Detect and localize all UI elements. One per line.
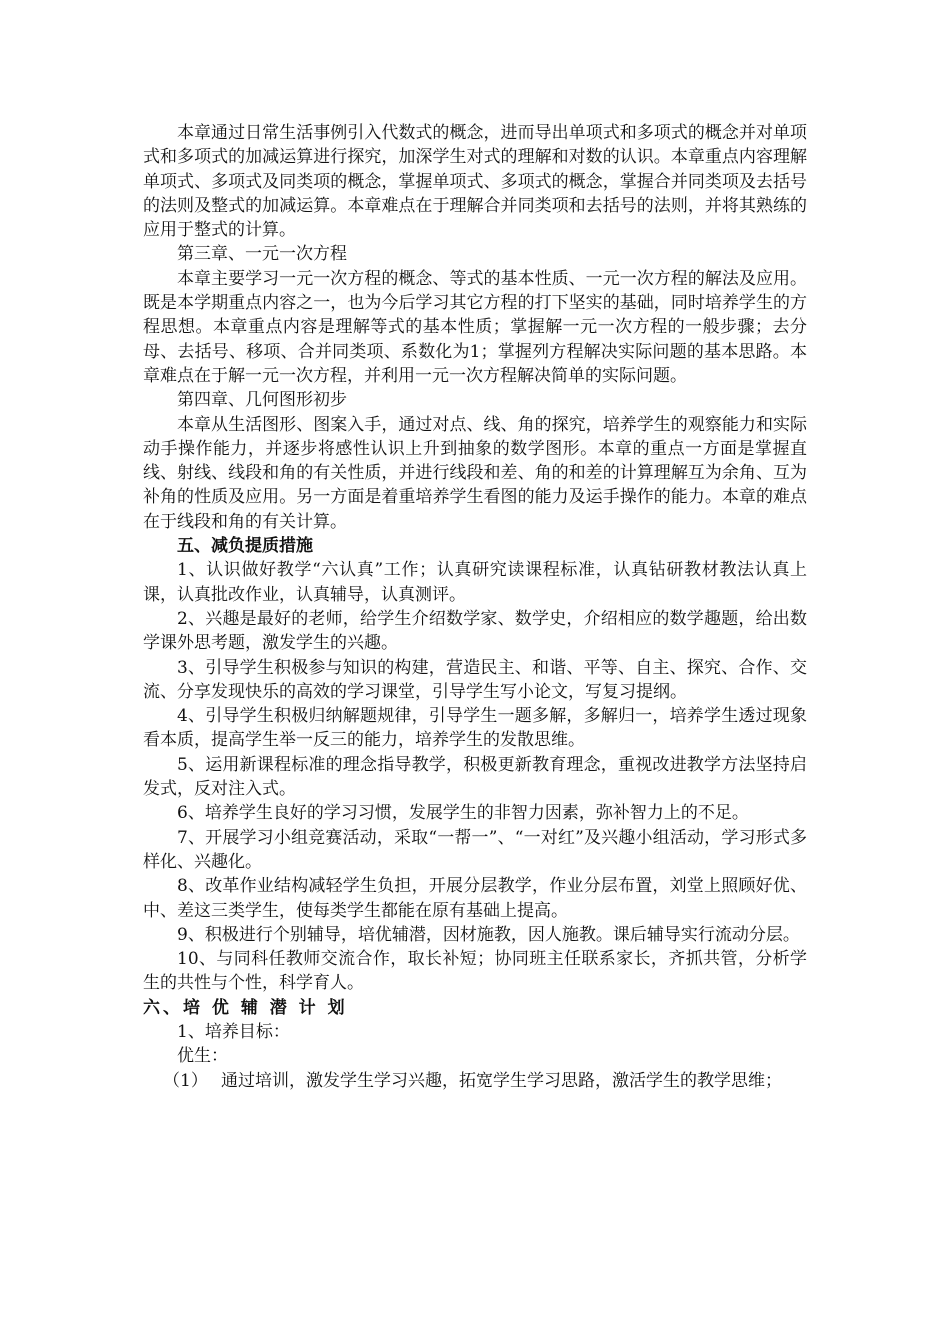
measure-item: 8、改革作业结构减轻学生负担，开展分层教学，作业分层布置，刘堂上照顾好优、中、差这三类学生，使每类学生都能在原有基础上提高。 <box>143 876 807 921</box>
goal-title: 1、培养目标： <box>177 1021 290 1042</box>
measure-item: 10、与同科任教师交流合作，取长补短；协同班主任联系家长，齐抓共管，分析学生的共性与个性，科学育人。 <box>143 949 807 994</box>
chapter2-paragraph: 本章通过日常生活事例引入代数式的概念，进而导出单项式和多项式的概念并对单项式和多项式的加减运算进行探究，加深学生对式的理解和对数的认识。本章重点内容理解单项式、多项式及同类项的概念，掌握单项式、多项式的概念，掌握合并同类项及去括号的法则及整式的加减运算。本章难点在于理解合并同类项和去括号的法则，并将其熟练的应用于整式的计算。 <box>143 123 807 241</box>
good-students-label: 优生： <box>177 1046 228 1067</box>
chapter4-paragraph: 本章从生活图形、图案入手，通过对点、线、角的探究，培养学生的观察能力和实际动手操作能力，并逐步将感性认识上升到抽象的数学图形。本章的重点一方面是掌握直线、射线、线段和角的有关性质，并进行线段和差、角的和差的计算理解互为余角、互为补角的性质及应用。另一方面是着重培养学生看图的能力及运手操作的能力。本章的难点在于线段和角的有关计算。 <box>143 414 807 532</box>
measure-item: 4、引导学生积极归纳解题规律，引导学生一题多解，多解归一，培养学生透过现象看本质，提高学生举一反三的能力，培养学生的发散思维。 <box>143 706 807 751</box>
section5-title: 五、减负提质措施 <box>177 536 313 557</box>
measure-item: 2、兴趣是最好的老师，给学生介绍数学家、数学史，介绍相应的数学趣题，给出数学课外思考题，激发学生的兴趣。 <box>143 608 807 654</box>
chapter3-title: 第三章、一元一次方程 <box>177 244 347 265</box>
measure-item: 9、积极进行个别辅导，培优辅潜，因材施教，因人施教。课后辅导实行流动分层。 <box>177 924 800 945</box>
chapter3-paragraph: 本章主要学习一元一次方程的概念、等式的基本性质、一元一次方程的解法及应用。既是本学期重点内容之一，也为今后学习其它方程的打下坚实的基础，同时培养学生的方程思想。本章重点内容是理解等式的基本性质；掌握解一元一次方程的一般步骤；去分母、去括号、移项、合并同类项、系数化为1；掌握列方程解决实际问题的基本思路。本章难点在于解一元一次方程，并利用一元一次方程解决简单的实际问题。 <box>143 268 807 386</box>
measure-item: 7、开展学习小组竞赛活动，采取“一帮一”、“一对红”及兴趣小组活动，学习形式多样化、兴趣化。 <box>143 827 807 872</box>
measure-item: 6、培养学生良好的学习习惯，发展学生的非智力因素，弥补智力上的不足。 <box>177 803 749 824</box>
measure-item: 1、认识做好教学“六认真”工作；认真研究读课程标准，认真钻研教材教法认真上课，认真批改作业，认真辅导，认真测评。 <box>143 560 807 605</box>
measure-item: 3、引导学生积极参与知识的构建，营造民主、和谐、平等、自主、探究、合作、交流、分享发现快乐的高效的学习课堂，引导学生写小论文，写复习提纲。 <box>143 657 807 702</box>
numbered-item <box>143 1069 807 1093</box>
item-number: （1） <box>163 1070 208 1091</box>
document-page <box>143 121 807 1093</box>
chapter4-title: 第四章、几何图形初步 <box>177 390 347 411</box>
item-text: 通过培训，激发学生学习兴趣，拓宽学生学习思路，激活学生的教学思维； <box>221 1070 782 1091</box>
measure-item: 5、运用新课程标准的理念指导教学，积极更新教育理念，重视改进教学方法坚持启发式，反对注入式。 <box>143 754 807 800</box>
section6-title: 六、培 优 辅 潜 计 划 <box>143 997 348 1018</box>
